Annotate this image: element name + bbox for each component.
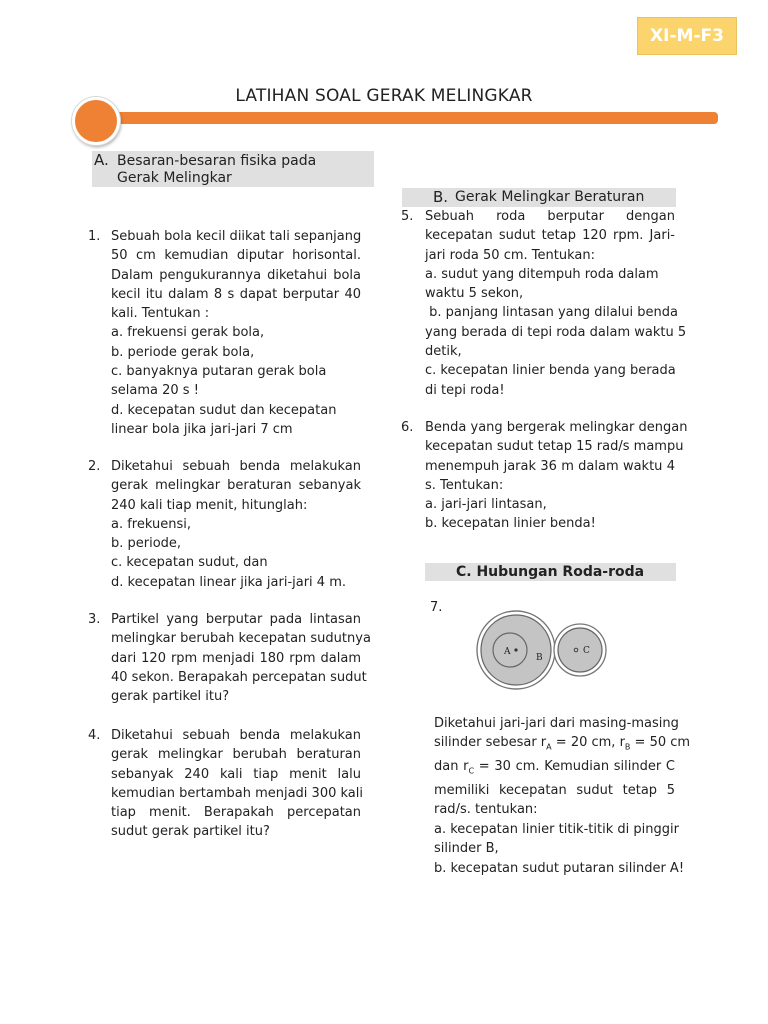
question-line: a. sudut yang ditempuh roda dalam (425, 266, 659, 282)
question-line: c. kecepatan linier benda yang berada (425, 363, 676, 379)
question-7-tasks (434, 820, 685, 878)
question-line: Diketahui sebuah benda melakukan (111, 728, 361, 743)
question-line: Diketahui jari-jari dari masing-masing (434, 716, 679, 731)
question-line: detik, (425, 344, 462, 360)
question-line: rad/s. tentukan: (434, 802, 538, 818)
question-line: sebanyak 240 kali tiap menit lalu (111, 766, 361, 782)
question-line: Partikel yang berputar pada lintasan (111, 612, 361, 627)
question-number: 4. (88, 728, 101, 743)
label-c: C (583, 646, 590, 656)
question-line: silinder B, (434, 841, 499, 857)
question-line: Dalam pengukurannya diketahui bola (111, 267, 361, 283)
question-line: menempuh jarak 36 m dalam waktu 4 (425, 458, 675, 474)
question-line: a. frekuensi, (111, 516, 191, 532)
title-circle-ornament (72, 97, 120, 145)
question-line: Diketahui sebuah benda melakukan (111, 459, 361, 474)
section-c-heading (425, 563, 676, 581)
question-line: c. banyaknya putaran gerak bola (111, 364, 327, 380)
question-line: b. periode, (111, 536, 182, 552)
axle-a-point (514, 648, 517, 651)
question-line: kecil itu dalam 8 s dapat berputar 40 (111, 286, 361, 302)
question-line: 240 kali tiap menit, hitunglah: (111, 497, 308, 513)
question-number: 2. (88, 459, 101, 474)
question-line-radius-c: dan $r_C = 30$ cm. Kemudian silinder C (434, 759, 675, 776)
question-line: Sebuah roda berputar dengan (425, 209, 675, 224)
section-a-title-line1: Besaran-besaran fisika pada (117, 153, 317, 169)
question-line: yang berada di tepi roda dalam waktu 5 (425, 324, 687, 340)
title-underline-bar (100, 112, 718, 124)
section-a-heading (92, 151, 374, 187)
question-line: b. panjang lintasan yang dilalui benda (425, 305, 678, 321)
question-line: gerak melingkar beraturan sebanyak (111, 478, 361, 494)
question-line: sudut gerak partikel itu? (111, 824, 270, 840)
page-title: LATIHAN SOAL GERAK MELINGKAR (235, 86, 533, 106)
section-a-title-line2: Gerak Melingkar (117, 170, 232, 186)
section-b-letter: B. (433, 188, 449, 206)
question-line: kecepatan sudut tetap 15 rad/s mampu (425, 439, 684, 455)
question-line: gerak melingkar berubah beraturan (111, 747, 361, 763)
wheels-figure (472, 608, 672, 692)
question-line: jari roda 50 cm. Tentukan: (425, 247, 595, 263)
class-code-badge (637, 17, 737, 55)
question-line: Benda yang bergerak melingkar dengan (425, 420, 688, 435)
question-line: d. kecepatan sudut dan kecepatan (111, 402, 337, 418)
question-number: 6. (401, 420, 414, 435)
wheel-c (558, 628, 602, 672)
class-code: XI-M-F3 (650, 26, 724, 46)
question-line: memiliki kecepatan sudut tetap 5 (434, 783, 675, 799)
question-line: dari 120 rpm menjadi 180 rpm dalam (111, 650, 361, 666)
question-line: a. frekuensi gerak bola, (111, 325, 265, 341)
question-line: selama 20 s ! (111, 383, 199, 399)
question-line: tiap menit. Berapakah percepatan (111, 805, 361, 821)
question-number: 5. (401, 209, 414, 224)
question-line: kecepatan sudut tetap 120 rpm. Jari- (425, 228, 675, 244)
question-7-given (434, 714, 691, 820)
wheels-diagram (472, 608, 672, 692)
question-line: b. kecepatan linier benda! (425, 516, 596, 532)
question-line: di tepi roda! (425, 382, 505, 398)
section-a-letter: A. (94, 151, 109, 169)
question-line: kemudian bertambah menjadi 300 kali (111, 785, 363, 801)
question-line: linear bola jika jari-jari 7 cm (111, 421, 293, 437)
question-line: a. jari-jari lintasan, (425, 497, 547, 513)
question-line-radii: silinder sebesar $r_A = 20$ cm, $r_B = 50$ cm (434, 735, 691, 752)
question-line: 40 sekon. Berapakah percepatan sudut (111, 669, 367, 685)
question-line: s. Tentukan: (425, 477, 504, 493)
question-line: c. kecepatan sudut, dan (111, 555, 268, 571)
section-c-title: C. Hubungan Roda-roda (456, 564, 645, 580)
question-line: b. periode gerak bola, (111, 344, 255, 360)
question-line: kali. Tentukan : (111, 306, 210, 322)
question-line: melingkar berubah kecepatan sudutnya (111, 631, 371, 647)
section-b-title: Gerak Melingkar Beraturan (455, 189, 645, 205)
question-line: b. kecepatan sudut putaran silinder A! (434, 860, 685, 876)
question-line: 50 cm kemudian diputar horisontal. (111, 248, 361, 264)
label-a: A (504, 647, 511, 657)
section-b-heading (402, 188, 676, 207)
question-line: gerak partikel itu? (111, 689, 230, 705)
question-number: 3. (88, 612, 101, 627)
question-line: a. kecepatan linier titik-titik di pinggir (434, 822, 679, 837)
question-number: 1. (88, 229, 101, 244)
question-line: d. kecepatan linear jika jari-jari 4 m. (111, 574, 346, 590)
question-7-number: 7. (430, 600, 443, 615)
question-line: waktu 5 sekon, (425, 286, 524, 302)
question-line: Sebuah bola kecil diikat tali sepanjang (111, 229, 362, 244)
label-b: B (536, 653, 543, 663)
